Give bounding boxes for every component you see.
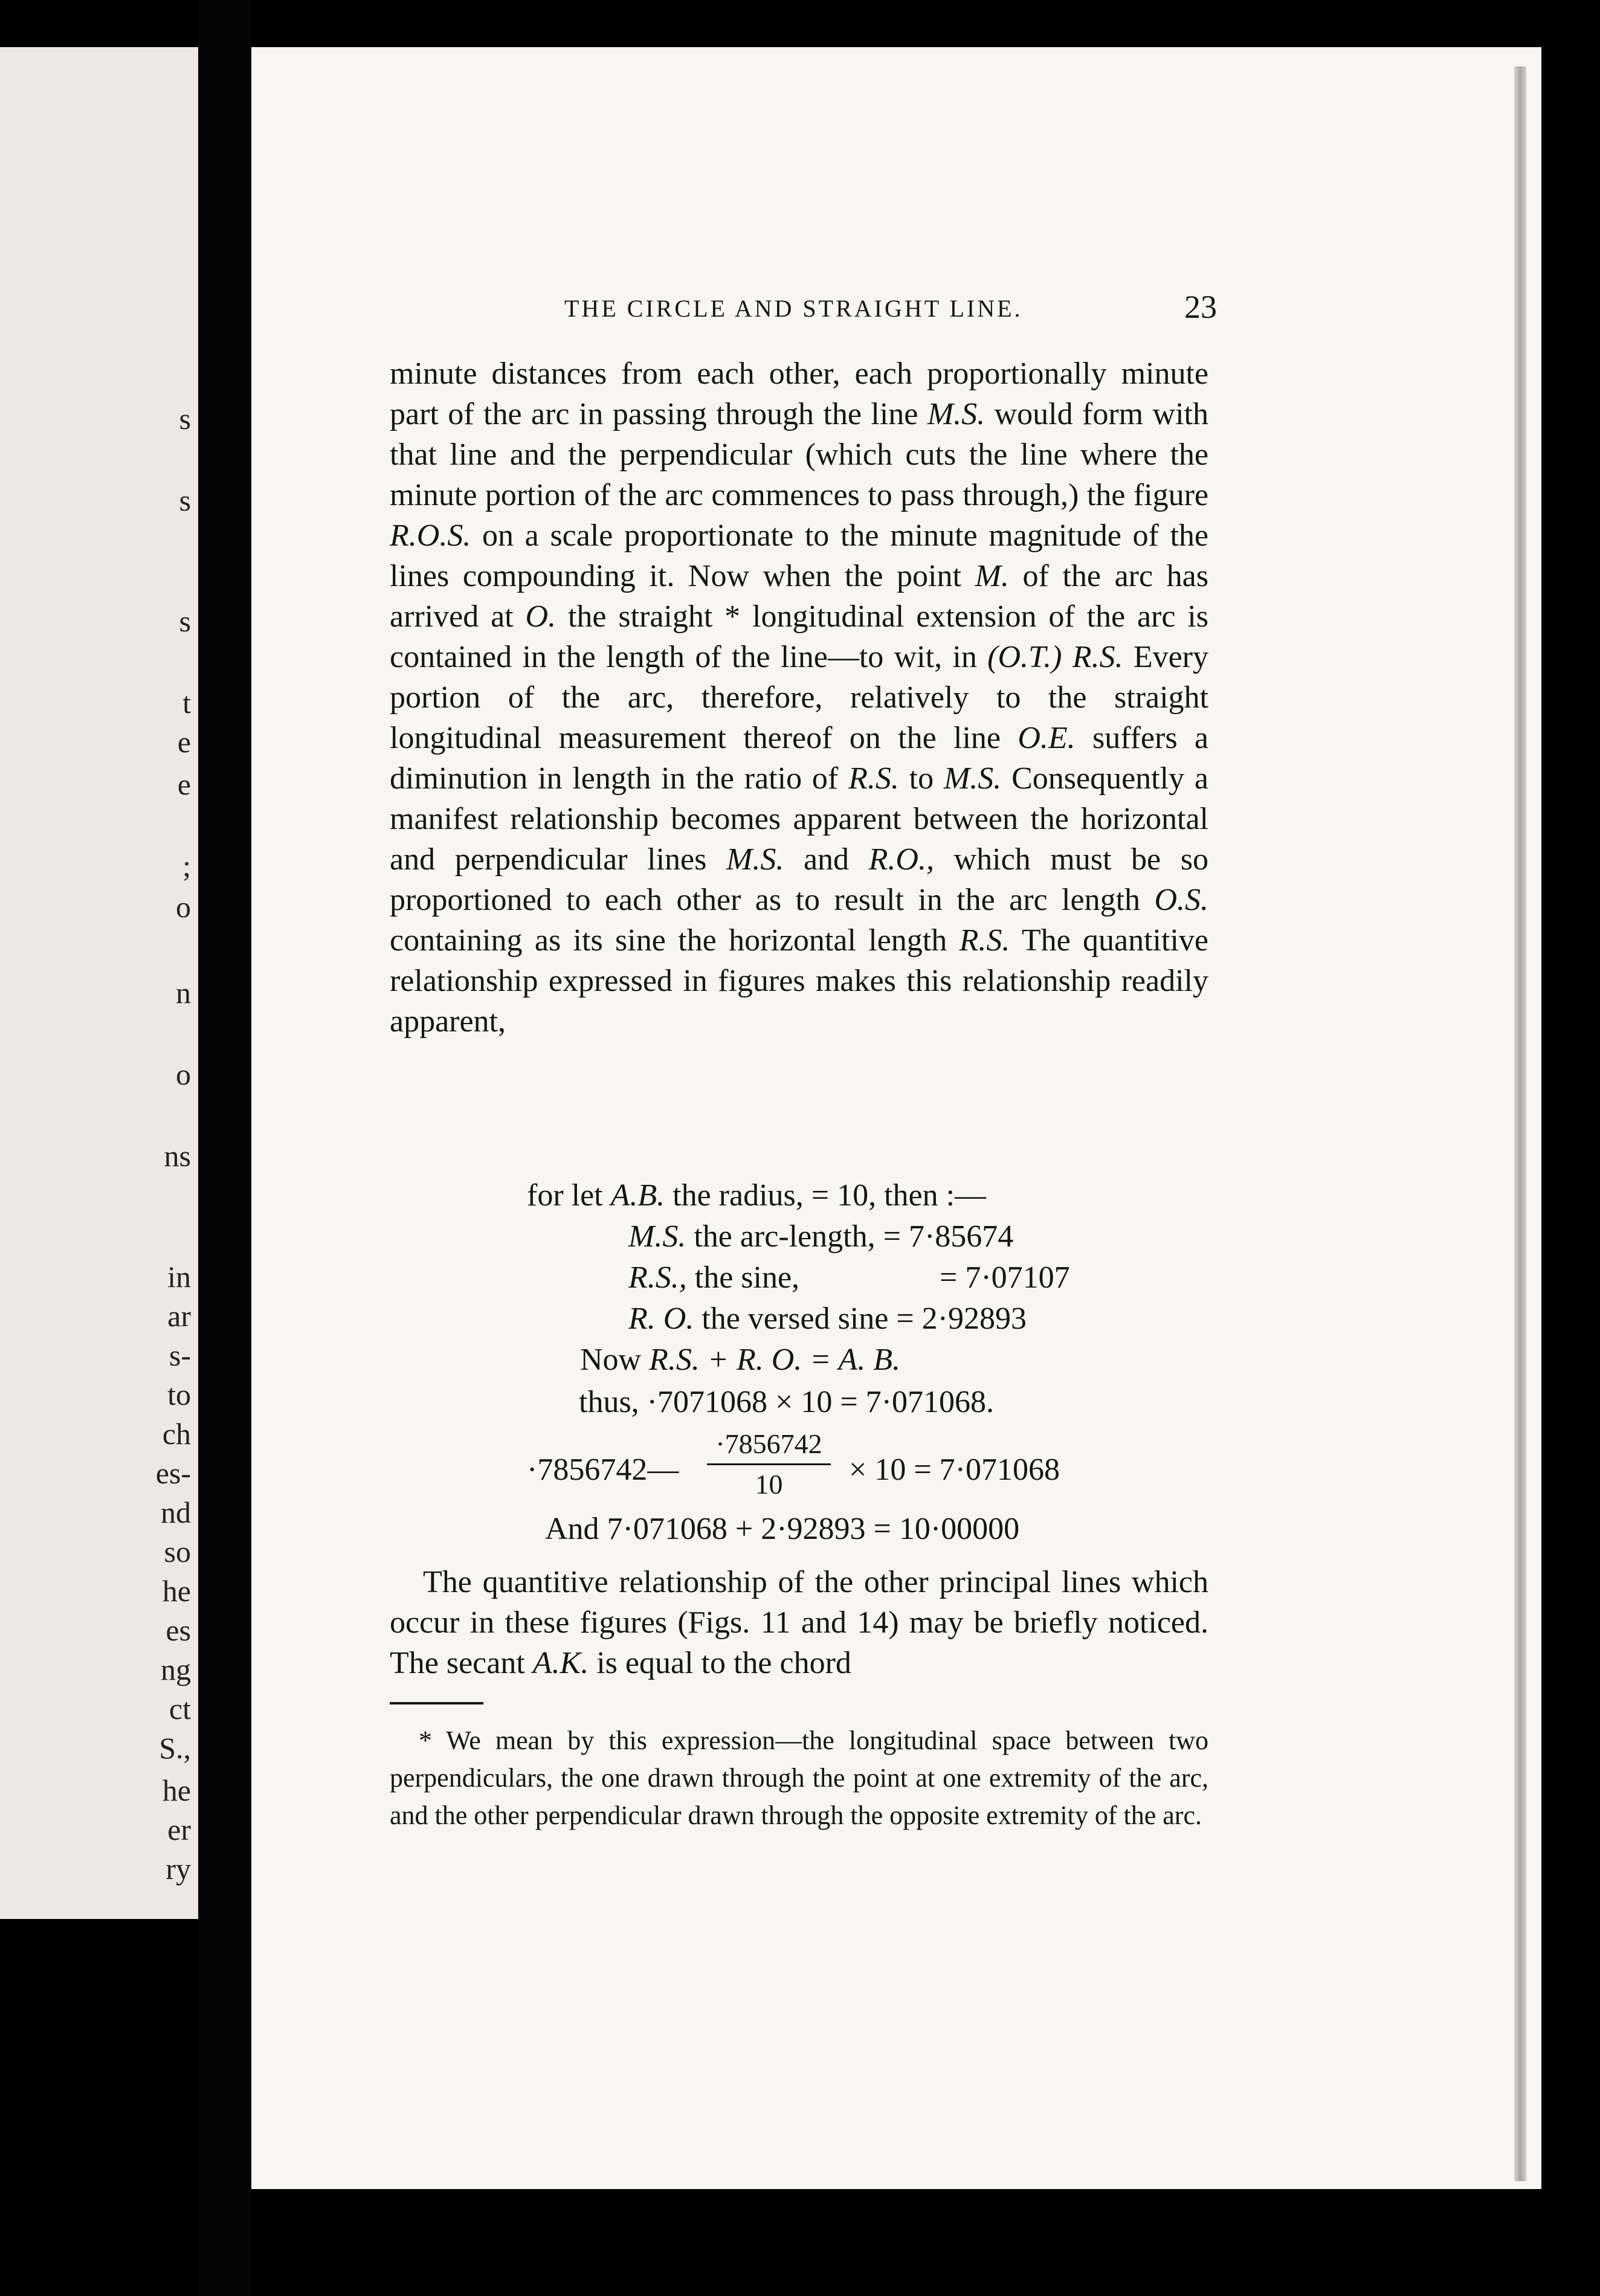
- margin-fragment: t: [182, 686, 191, 720]
- body-text: would form with that line and the perpendicular (which cuts the line where the minute portion of the arc commences to pass through,) the figure: [390, 397, 1208, 512]
- equation-line-6: thus, ·7071068 × 10 = 7·071068.: [579, 1385, 994, 1419]
- body-text: on a scale proportionate to the minute magnitude of the lines compounding it. Now when the point: [390, 518, 1208, 593]
- body-text: and: [784, 842, 869, 877]
- label-ro: R.O.,: [868, 842, 934, 877]
- book-gutter: [198, 0, 251, 2296]
- fraction-bar: [707, 1463, 831, 1465]
- label-os: O.S.: [1154, 883, 1208, 917]
- margin-fragment: o: [176, 1057, 191, 1091]
- margin-fragment: s: [179, 604, 191, 638]
- margin-fragment: ns: [164, 1139, 191, 1173]
- body-text: The quantitive relationship expressed in figures makes this relationship readily apparent,: [390, 923, 1208, 1039]
- equation-line-8: And 7·071068 + 2·92893 = 10·00000: [545, 1512, 1020, 1546]
- margin-fragment: he: [162, 1773, 191, 1807]
- body-text: suffers a diminution in length in the ratio of: [390, 721, 1208, 796]
- body-text: of the arc has arrived at: [390, 559, 1208, 634]
- label-m: M.: [975, 559, 1009, 593]
- margin-fragment: ng: [161, 1653, 191, 1686]
- margin-fragment: s: [179, 483, 191, 517]
- footnote-rule: [390, 1702, 483, 1704]
- body-text: minute distances from each other, each proportionally minute part of the arc in passing through the line: [390, 356, 1208, 431]
- margin-fragment: s: [179, 402, 191, 436]
- margin-fragment: er: [167, 1813, 191, 1846]
- body-paragraph-1: [390, 353, 1208, 1042]
- label-rs: R.S.: [848, 761, 899, 796]
- page-edge: [1514, 66, 1526, 2181]
- margin-fragment: so: [164, 1535, 191, 1569]
- margin-fragment: ;: [182, 849, 191, 883]
- page-header: [564, 289, 1217, 331]
- body-text: Consequently a manifest relationship becomes apparent between the horizontal and perpendicular lines: [390, 761, 1208, 877]
- margin-fragment: ar: [167, 1299, 191, 1333]
- equation-line-1: for let A.B. the radius, = 10, then :—: [527, 1178, 987, 1213]
- body-text: is equal to the chord: [589, 1646, 851, 1680]
- equation-line-7-rhs: × 10 = 7·071068: [849, 1453, 1060, 1487]
- equation-line-4: R. O. the versed sine = 2·92893: [628, 1301, 1027, 1336]
- margin-fragment: ct: [169, 1692, 191, 1726]
- margin-fragment: nd: [161, 1495, 191, 1529]
- footnote: [390, 1722, 1208, 1834]
- label-ros: R.O.S.: [390, 518, 471, 553]
- equation-line-3: R.S., the sine,: [628, 1260, 800, 1295]
- margin-fragment: he: [162, 1574, 191, 1608]
- footnote-text: * We mean by this expression—the longitudinal space between two perpendiculars, the one drawn through the point at one extremity of the arc, and the other perpendicular drawn through the opposite extremity of the arc.: [390, 1726, 1208, 1830]
- margin-fragment: es-: [155, 1456, 191, 1490]
- body-text: containing as its sine the horizontal length: [390, 923, 960, 958]
- margin-fragment: S.,: [159, 1731, 191, 1765]
- facing-page-fragment: [0, 47, 198, 1919]
- equation-line-2: M.S. the arc-length, = 7·85674: [628, 1219, 1014, 1254]
- body-text: the straight * longitudinal extension of the arc is contained in the length of the line—to wit, in: [390, 599, 1208, 674]
- body-text: Every portion of the arc, therefore, relatively to the straight longitudinal measurement thereof on the line: [390, 640, 1208, 755]
- label-oe: O.E.: [1018, 721, 1076, 755]
- margin-fragment: o: [176, 890, 191, 924]
- equation-line-7-lhs: ·7856742—: [527, 1453, 679, 1487]
- margin-fragment: s-: [169, 1338, 191, 1372]
- margin-fragment: ry: [166, 1852, 191, 1886]
- label-ak: A.K.: [532, 1646, 589, 1680]
- label-rs: R.S.: [959, 923, 1010, 958]
- body-text: to: [898, 761, 944, 796]
- body-text: The quantitive relationship of the other principal lines which occur in these figures (Figs. 11 and 14) may be briefly noticed. The secant: [390, 1565, 1208, 1680]
- margin-fragment: in: [167, 1260, 191, 1294]
- fraction-numerator: ·7856742: [715, 1428, 822, 1459]
- label-ms: M.S.: [726, 842, 784, 877]
- body-text: which must be so proportioned to each other as to result in the arc length: [390, 842, 1208, 917]
- margin-fragment: n: [176, 976, 191, 1010]
- margin-fragment: ch: [162, 1417, 191, 1451]
- margin-fragment: es: [166, 1613, 191, 1647]
- margin-fragment: e: [177, 767, 191, 801]
- equation-line-5: Now R.S. + R. O. = A. B.: [580, 1343, 900, 1377]
- fraction-denominator: 10: [755, 1469, 783, 1500]
- label-ms: M.S.: [943, 761, 1002, 796]
- body-paragraph-2: [390, 1562, 1208, 1683]
- label-ot-rs: (O.T.) R.S.: [987, 640, 1123, 674]
- page-number: 23: [1184, 289, 1217, 325]
- label-ms: M.S.: [927, 397, 985, 431]
- margin-fragment: to: [167, 1378, 191, 1411]
- running-head: THE CIRCLE AND STRAIGHT LINE.: [564, 295, 1023, 322]
- margin-fragment: e: [177, 725, 191, 759]
- label-o: O.: [525, 599, 556, 634]
- equation-value: = 7·07107: [940, 1260, 1070, 1295]
